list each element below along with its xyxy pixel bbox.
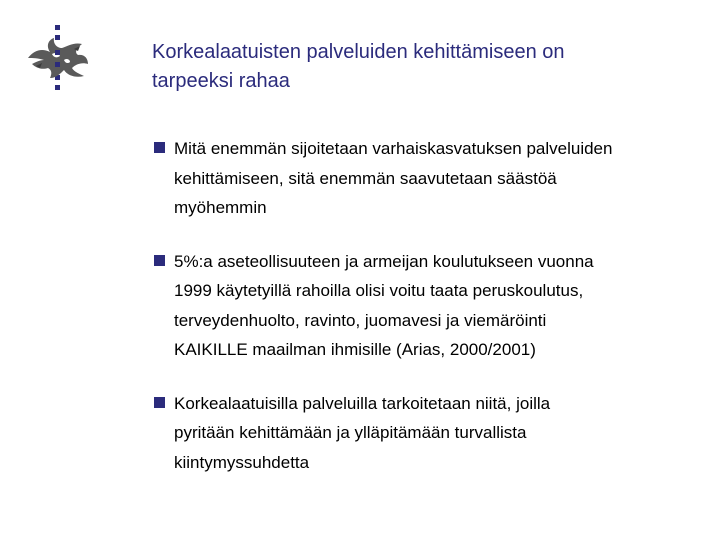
bullet-2-line-3: terveydenhuolto, ravinto, juomavesi ja viemäröinti (174, 310, 547, 330)
square-bullet-icon (154, 142, 165, 153)
bullet-item-2 (152, 247, 692, 365)
square-bullet-icon (154, 255, 165, 266)
bullet-2-line-2: 1999 käytetyillä rahoilla olisi voitu taata peruskoulutus, (174, 281, 584, 300)
square-bullet-icon (154, 397, 165, 408)
bullet-2-line-4: KAIKILLE maailman ihmisille (Arias, 2000/2001) (174, 340, 536, 359)
university-flame-logo-icon (22, 22, 92, 94)
slide-title (152, 38, 702, 96)
bullet-1-line-1: Mitä enemmän sijoitetaan varhaiskasvatuksen palveluiden (174, 139, 613, 158)
slide-title-line-2: tarpeeksi rahaa (152, 70, 290, 92)
bullet-3-line-1: Korkealaatuisilla palveluilla tarkoitetaan niitä, joilla (174, 393, 551, 413)
bullet-list (152, 134, 692, 477)
bullet-3-line-2: pyritään kehittämään ja ylläpitämään turvallista (174, 423, 527, 442)
bullet-1-line-2: kehittämiseen, sitä enemmän saavutetaan säästöä (174, 168, 557, 188)
bullet-item-3 (152, 389, 692, 478)
bullet-1-line-3: myöhemmin (174, 198, 267, 217)
bullet-3-line-3: kiintymyssuhdetta (174, 452, 310, 472)
slide-title-line-1: Korkealaatuisten palveluiden kehittämiseen on (152, 41, 565, 63)
bullet-2-line-1: 5%:a aseteollisuuteen ja armeijan koulutukseen vuonna (174, 251, 594, 271)
bullet-item-1 (152, 134, 692, 223)
